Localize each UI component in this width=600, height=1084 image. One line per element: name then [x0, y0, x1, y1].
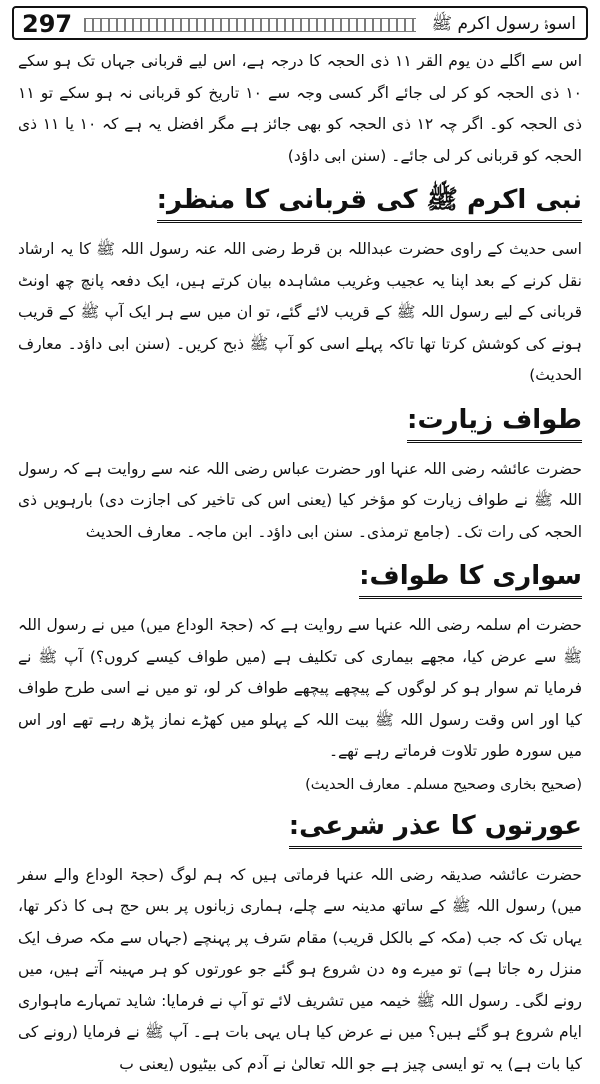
page-body	[18, 46, 582, 1084]
section-heading: طواف زیارت:	[407, 402, 582, 443]
section-qurbani	[18, 182, 582, 392]
section-women-excuse	[18, 808, 582, 1081]
section-heading: سواری کا طواف:	[359, 558, 582, 599]
section-tawaf-ziyarat	[18, 402, 582, 549]
section-heading: عورتوں کا عذر شرعی:	[289, 808, 582, 849]
page-header	[12, 6, 588, 40]
paragraph: اسی حدیث کے راوی حضرت عبداللہ بن قرط رضی اللہ عنہ رسول اللہ ﷺ کا یہ ارشاد نقل کرنے کے بعد اپنا یہ عجیب وغریب مشاہدہ بیان کرتے ہیں، ایک دفعہ پانچ چھ اونٹ قربانی کے لیے رسول اللہ ﷺ کے قریب لائے گئے، تو ان میں سے ہر ایک آپ ﷺ کے قریب ہونے کی کوشش کرتا تھا تاکہ پہلے اسی کو آپ ﷺ ذبح کریں۔ (سنن ابی داؤد۔ معارف الحدیث)	[18, 240, 582, 384]
section-sawari-tawaf	[18, 558, 582, 798]
paragraph: اس سے اگلے دن یوم القر ۱۱ ذی الحجہ کا درجہ ہے، اس لیے قربانی جہاں تک ہو سکے ۱۰ ذی الحجہ کو کر لی جائے اگر کسی وجہ سے ۱۰ تاریخ کو قربانی نہ ہو سکے تو ۱۱ ذی الحجہ کو۔ اگر چہ ۱۲ ذی الحجہ کو بھی جائز ہے مگر افضل یہ ہے کہ ۱۰ یا ۱۱ ذی الحجہ کو قربانی کر لی جائے۔ (سنن ابی داؤد)	[18, 52, 582, 165]
book-title: اسوۂ رسول اکرم ﷺ	[431, 14, 576, 34]
paragraph: حضرت عائشہ رضی اللہ عنہا اور حضرت عباس رضی اللہ عنہ سے روایت ہے کہ رسول اللہ ﷺ نے طواف زیارت کو مؤخر کیا (یعنی اس کی تاخیر کی اجازت دی) بارہویں ذی الحجہ کی رات تک۔ (جامع ترمذی۔ سنن ابی داؤد۔ ابن ماجہ۔ معارف الحدیث	[18, 459, 582, 541]
section-heading: نبی اکرم ﷺ کی قربانی کا منظر:	[157, 182, 582, 223]
paragraph: حضرت ام سلمہ رضی اللہ عنہا سے روایت ہے کہ (حجۃ الوداع میں) میں نے رسول اللہ ﷺ سے عرض کیا، مجھے بیماری کی تکلیف ہے (میں طواف کیسے کروں؟) آپ ﷺ نے فرمایا تم سوار ہو کر لوگوں کے پیچھے پیچھے طواف کر لو، تو میں نے اسی طرح طواف کیا اور اس وقت رسول اللہ ﷺ بیت اللہ کے پہلو میں کھڑے نماز پڑھ رہے تھے اور اس میں سورہ طور تلاوت فرماتے رہے تھے۔	[18, 616, 582, 760]
page-number: 297	[22, 10, 73, 38]
section-intro	[18, 46, 582, 172]
source-citation: (صحیح بخاری وصحیح مسلم۔ معارف الحدیث)	[305, 776, 582, 793]
paragraph: حضرت عائشہ صدیقہ رضی اللہ عنہا فرماتی ہیں کہ ہم لوگ (حجۃ الوداع والے سفر میں) رسول اللہ ﷺ کے ساتھ مدینہ سے چلے، ہماری زبانوں پر بس حج ہی کا ذکر تھا، یہاں تک کہ جب (مکہ کے بالکل قریب) مقام سَرف پر پہنچے (جہاں سے مکہ صرف ایک منزل رہ جاتا ہے) تو میرے وہ دن شروع ہو گئے جو عورتوں کو ہر مہینہ آتے ہیں، میں رونے لگی۔ رسول اللہ ﷺ خیمہ میں تشریف لائے تو آپ نے فرمایا: شاید تمہارے ماہواری ایام شروع ہو گئے ہیں؟ میں نے عرض کیا ہاں یہی بات ہے۔ آپ ﷺ نے فرمایا (رونے کی کیا بات ہے) یہ تو ایسی چیز ہے جو اللہ تعالیٰ نے آدم کی بیٹیوں (یعنی ب	[18, 865, 582, 1073]
decorative-border-pattern	[84, 18, 416, 32]
